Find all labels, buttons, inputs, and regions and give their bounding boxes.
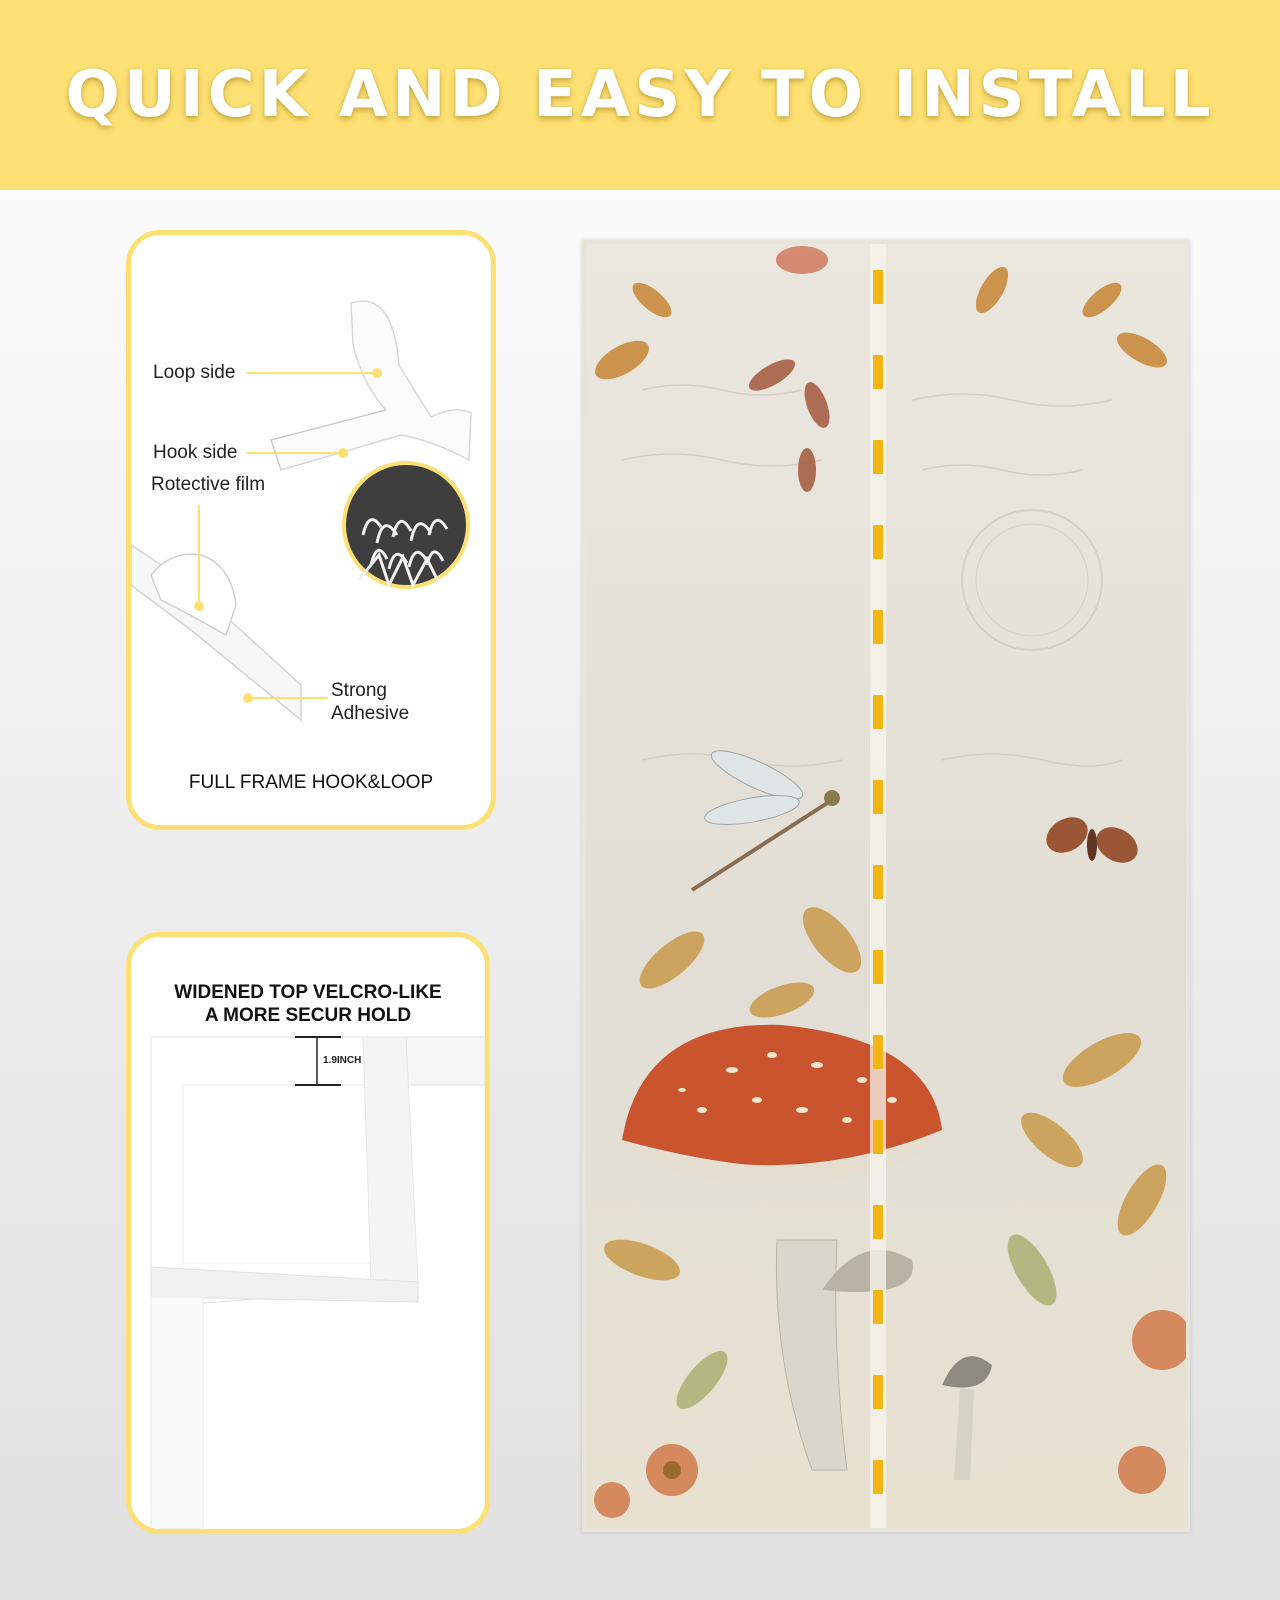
magnet-strip: [873, 865, 883, 899]
hook-loop-tape-illustration: [131, 235, 491, 825]
adhesive-leader: [248, 697, 328, 699]
loop-side-marker: [372, 368, 382, 378]
adhesive-marker: [243, 693, 253, 703]
loop-side-label: Loop side: [153, 362, 236, 383]
protective-film-label: Rotective film: [151, 474, 266, 495]
widened-top-card: [126, 932, 490, 1534]
widened-top-title-line2: A MORE SECUR HOLD: [204, 1005, 412, 1026]
page-title: QUICK AND EASY TO INSTALL: [65, 58, 1215, 132]
hook-side-label: Hook side: [153, 442, 238, 463]
hook-loop-card: [126, 230, 496, 830]
magnet-strip: [873, 1120, 883, 1154]
loop-side-leader: [247, 372, 377, 374]
magnet-strip: [873, 950, 883, 984]
hook-side-leader: [247, 452, 343, 454]
magnet-strip: [873, 1035, 883, 1069]
measure-label: 1.9INCH: [323, 1055, 362, 1066]
magnet-strip: [873, 355, 883, 389]
magnet-strip: [873, 1460, 883, 1494]
hook-loop-caption: FULL FRAME HOOK&LOOP: [188, 772, 434, 793]
magnet-strip: [873, 610, 883, 644]
magnet-strip: [873, 270, 883, 304]
protective-film-leader: [198, 505, 200, 603]
protective-film-marker: [194, 601, 204, 611]
moth-icon: [1040, 810, 1144, 870]
screen-door-panel: [582, 240, 1190, 1532]
magnet-strip: [873, 780, 883, 814]
magnet-strip: [873, 525, 883, 559]
magnet-strip: [873, 1205, 883, 1239]
magnet-strip: [873, 440, 883, 474]
hook-side-marker: [338, 448, 348, 458]
magnet-strip: [873, 1375, 883, 1409]
magnet-strip: [873, 695, 883, 729]
title-banner: [0, 0, 1280, 190]
velcro-frame-illustration: [131, 937, 485, 1529]
adhesive-label: Adhesive: [331, 703, 410, 724]
strong-label: Strong: [331, 680, 387, 701]
widened-top-title-line1: WIDENED TOP VELCRO-LIKE: [174, 982, 442, 1003]
magnet-strip: [873, 1290, 883, 1324]
mushroom-icon: [622, 1025, 992, 1480]
panel-artwork: [582, 240, 1190, 1532]
